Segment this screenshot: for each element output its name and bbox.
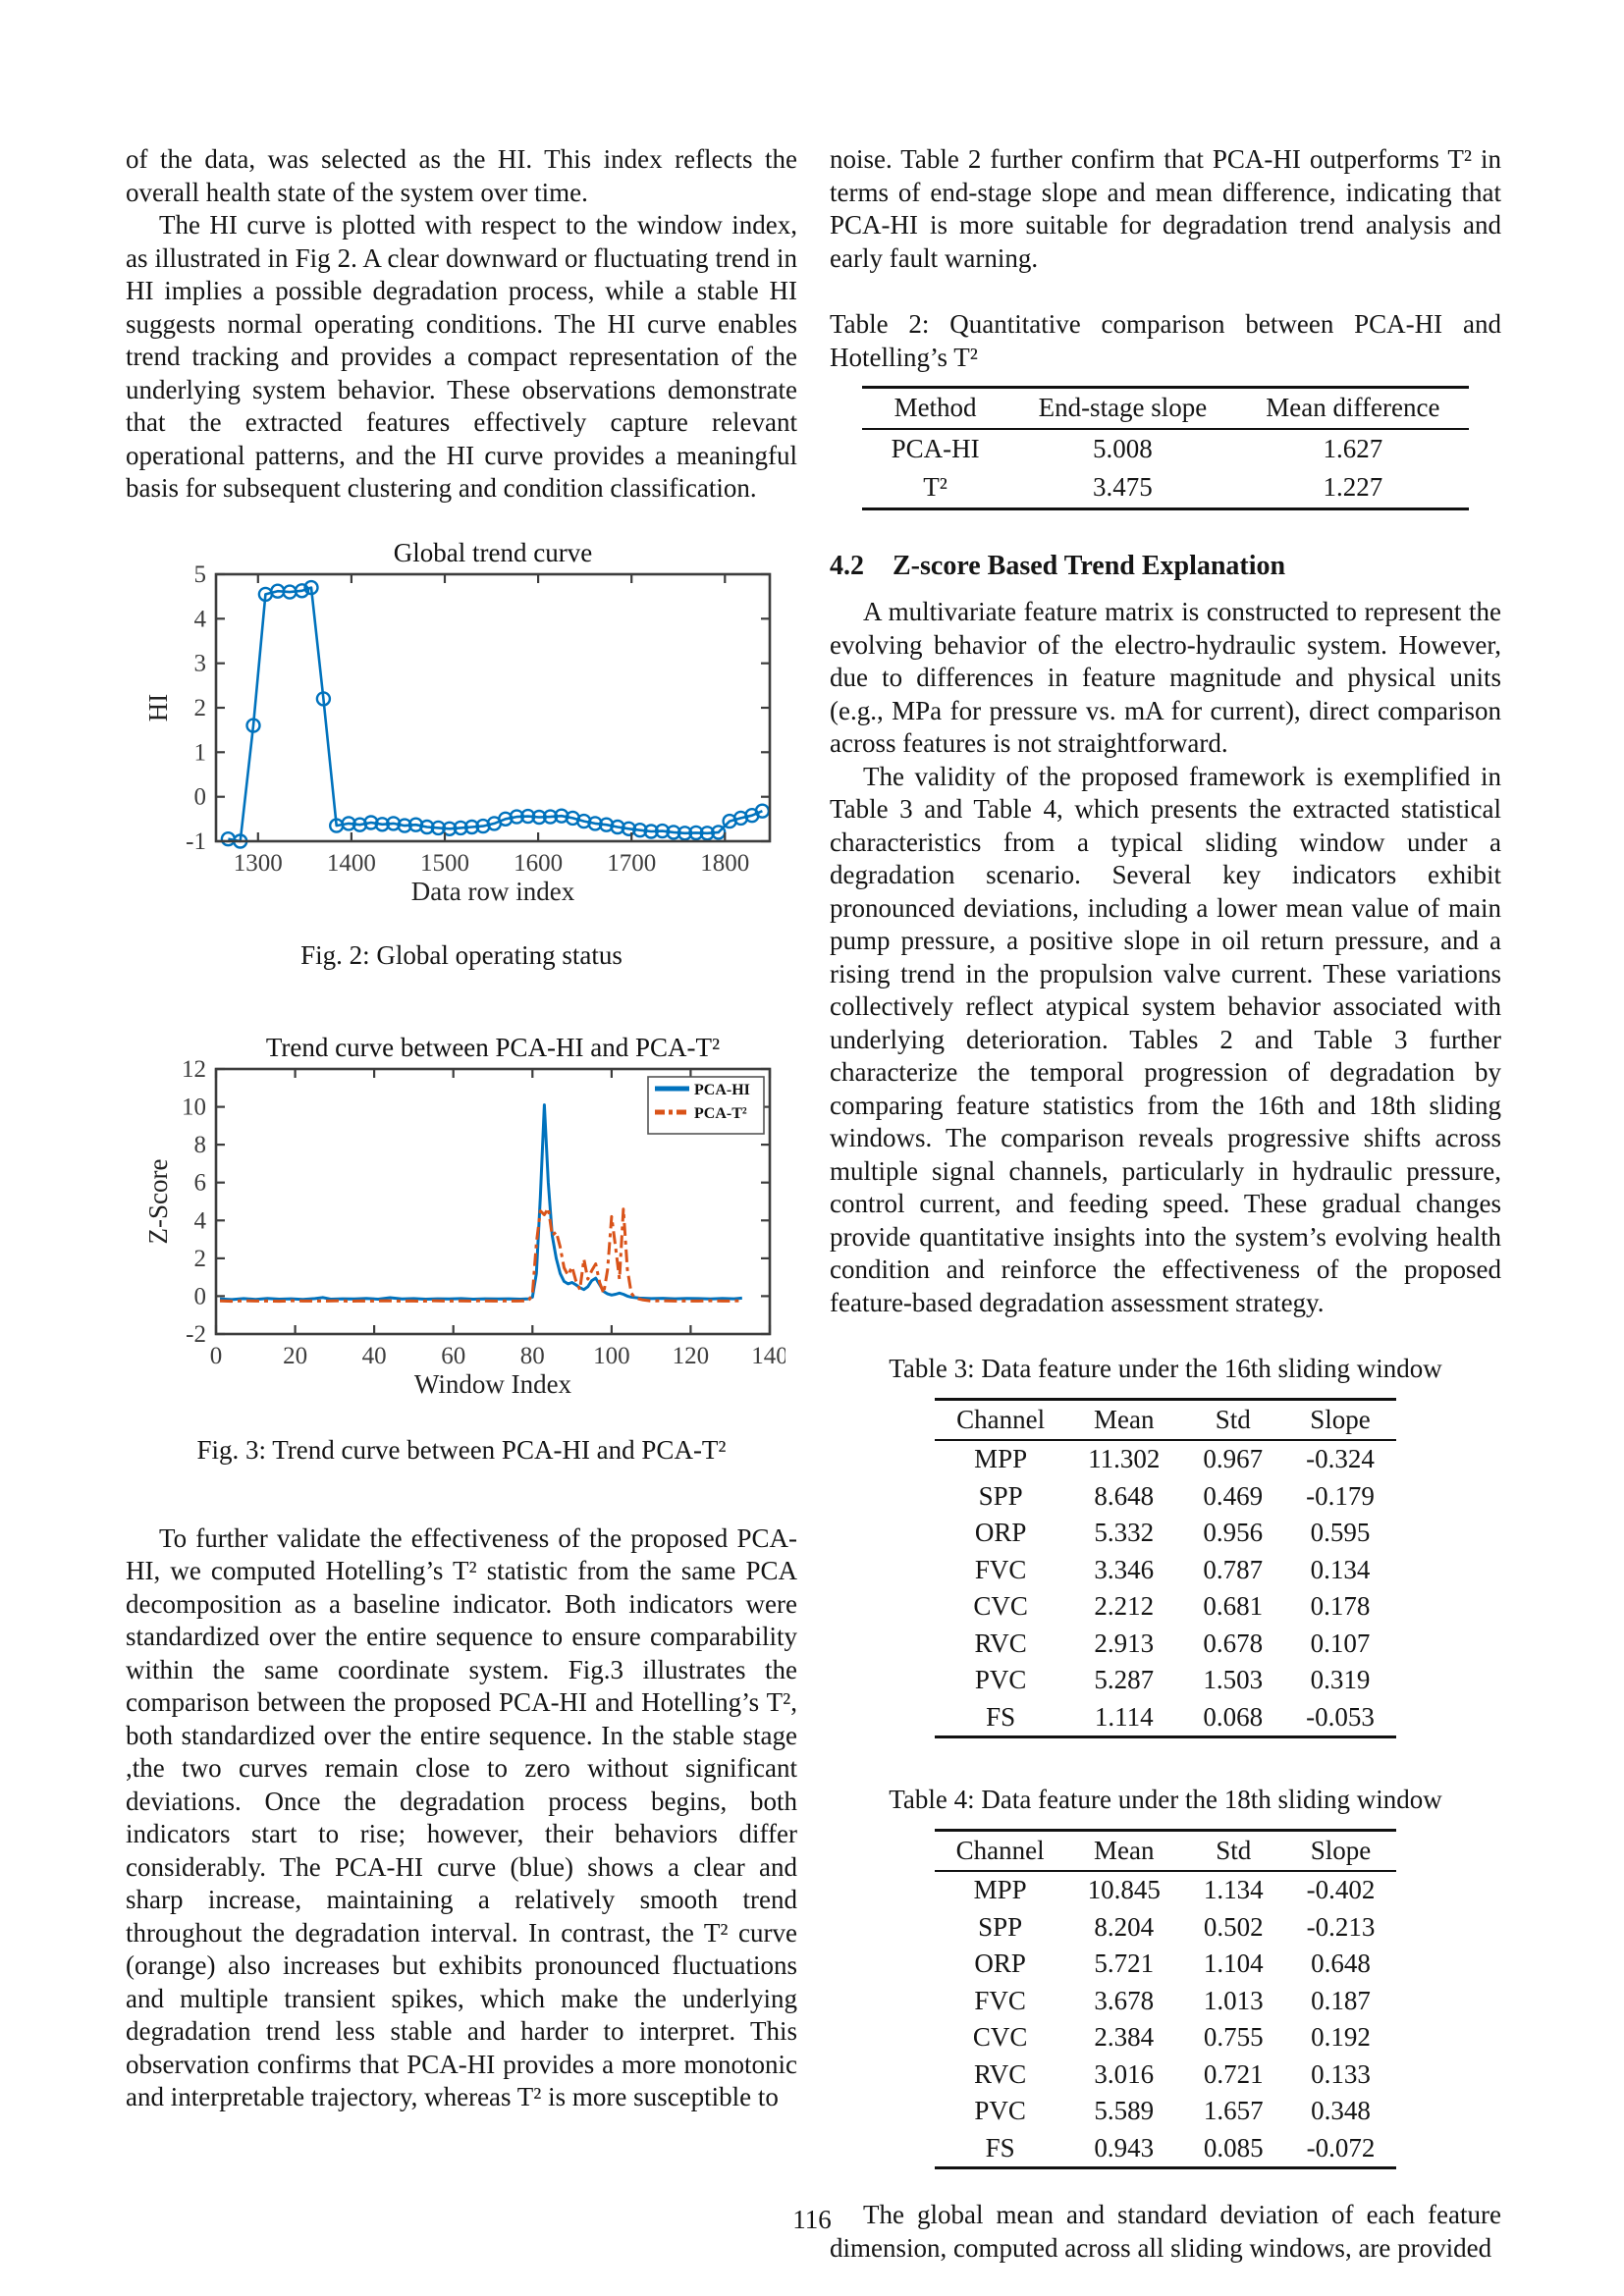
- table-row: [935, 1588, 1396, 1626]
- table-cell: 5.332: [1094, 1518, 1155, 1547]
- table-cell: 8.204: [1094, 1911, 1155, 1942]
- table-cell: 5.589: [1094, 2096, 1155, 2125]
- table-cell: 2.212: [1094, 1591, 1155, 1621]
- paragraph: A multivariate feature matrix is constructed to represent the evolving behavior of the electro-hydraulic system. However, due to differences in feature magnitude and physical units (e.g., MPa for pressure vs. mA for current), direct comparison across features is not straightforward.: [830, 597, 1501, 758]
- table-cell: 1.627: [1323, 433, 1383, 463]
- table-cell: 1.013: [1203, 1985, 1264, 2015]
- x-tick-label: 1500: [420, 849, 469, 877]
- column-header: Method: [862, 388, 1009, 429]
- table-header-row: [935, 1830, 1397, 1871]
- table-2: [862, 386, 1470, 510]
- table-cell: 0.595: [1310, 1518, 1371, 1547]
- y-tick-label: 0: [193, 783, 206, 811]
- figure-3-caption: Fig. 3: Trend curve between PCA-HI and PCA-T²: [196, 1435, 727, 1465]
- table-cell: CVC: [972, 2022, 1028, 2052]
- table-cell: 0.107: [1310, 1628, 1371, 1658]
- table-row: [935, 1552, 1396, 1589]
- y-tick-label: 12: [182, 1055, 206, 1083]
- x-tick-label: 1700: [607, 849, 657, 877]
- column-header: Std: [1181, 1399, 1284, 1440]
- y-tick-label: 3: [193, 650, 206, 677]
- table-cell: 5.008: [1093, 433, 1153, 463]
- table-cell: 3.678: [1094, 1985, 1155, 2015]
- table-3-caption: Table 3: Data feature under the 16th sliding window: [889, 1354, 1442, 1383]
- column-header: Slope: [1284, 1399, 1396, 1440]
- paragraph: The global mean and standard deviation of each feature dimension, computed across all sliding windows, are provided: [830, 2200, 1501, 2263]
- column-header: End-stage slope: [1009, 388, 1237, 429]
- table-cell: 3.475: [1093, 472, 1153, 502]
- table-cell: 0.943: [1094, 2132, 1155, 2163]
- x-tick-label: 60: [441, 1342, 466, 1369]
- table-4-caption: Table 4: Data feature under the 18th sliding window: [889, 1785, 1442, 1814]
- table-cell: 0.348: [1311, 2096, 1371, 2125]
- table-cell: CVC: [973, 1591, 1028, 1621]
- table-cell: -0.053: [1306, 1701, 1375, 1732]
- y-tick-label: 4: [193, 1206, 206, 1234]
- table-cell: FVC: [974, 1554, 1027, 1584]
- y-tick-label: 1: [193, 738, 206, 766]
- axes-frame: [216, 574, 770, 841]
- table-cell: 0.967: [1203, 1444, 1264, 1473]
- section-title: Z-score Based Trend Explanation: [893, 550, 1286, 581]
- table-cell: 0.648: [1311, 1949, 1371, 1978]
- paragraph: The HI curve is plotted with respect to the window index, as illustrated in Fig 2. A clear downward or fluctuating trend in HI implies a possible degradation process, while a stable HI suggests normal operating conditions. The HI curve enables trend tracking and provides a compact representation of the underlying system behavior. These observations demonstrate that the extracted features effectively capture relevant operational patterns, and the HI curve provides a meaningful basis for subsequent clustering and condition classification.: [126, 210, 797, 503]
- table-cell: 0.502: [1203, 1911, 1264, 1942]
- table-cell: 0.681: [1203, 1591, 1264, 1621]
- table-cell: 0.956: [1203, 1518, 1264, 1547]
- table-cell: ORP: [974, 1949, 1026, 1978]
- table-cell: -0.179: [1306, 1480, 1375, 1511]
- table-4: [935, 1829, 1397, 2170]
- table-cell: SPP: [978, 1911, 1023, 1942]
- x-tick-label: 140: [751, 1342, 785, 1369]
- table-row: [935, 2093, 1397, 2130]
- x-tick-label: 20: [283, 1342, 308, 1369]
- legend-label: PCA-T²: [694, 1104, 747, 1122]
- table-cell: 3.016: [1094, 2058, 1155, 2089]
- table-cell: 2.384: [1094, 2022, 1155, 2052]
- table-cell: 2.913: [1094, 1628, 1155, 1658]
- page-number: 116: [792, 2205, 832, 2234]
- table-row: [862, 468, 1470, 508]
- y-tick-label: 2: [193, 694, 206, 721]
- column-header: Mean difference: [1236, 388, 1469, 429]
- table-cell: 1.134: [1203, 1875, 1264, 1904]
- y-tick-label: 8: [193, 1131, 206, 1158]
- table-cell: FS: [986, 1701, 1016, 1732]
- table-row: [935, 1946, 1397, 1983]
- y-axis-label: Z-Score: [143, 1158, 173, 1244]
- column-header: Channel: [935, 1399, 1066, 1440]
- y-axis-label: HI: [143, 693, 173, 721]
- table-cell: 5.721: [1094, 1949, 1155, 1978]
- table-cell: RVC: [974, 1628, 1027, 1658]
- column-header: Std: [1182, 1830, 1285, 1871]
- y-tick-label: 4: [193, 605, 206, 632]
- table-cell: 0.469: [1203, 1480, 1264, 1511]
- table-cell: 0.755: [1203, 2022, 1264, 2052]
- table-cell: FVC: [974, 1985, 1026, 2015]
- table-row: [935, 1662, 1396, 1699]
- y-tick-label: 5: [193, 561, 206, 588]
- x-tick-label: 1800: [700, 849, 750, 877]
- table-row: [935, 1871, 1397, 1909]
- table-cell: 5.287: [1094, 1665, 1155, 1694]
- x-tick-label: 1600: [514, 849, 564, 877]
- column-header: Slope: [1285, 1830, 1397, 1871]
- table-header-row: [862, 388, 1470, 429]
- section-number: 4.2: [830, 550, 864, 581]
- x-axis-label: Data row index: [410, 876, 575, 906]
- table-row: [935, 1515, 1396, 1552]
- x-tick-label: 120: [672, 1342, 710, 1369]
- table-cell: 0.721: [1203, 2058, 1264, 2089]
- table-cell: 0.178: [1310, 1591, 1371, 1621]
- table-row: [935, 1909, 1397, 1947]
- y-tick-label: -1: [186, 828, 206, 855]
- table-cell: MPP: [973, 1875, 1027, 1904]
- table-cell: 10.845: [1087, 1875, 1161, 1904]
- table-cell: -0.324: [1306, 1444, 1375, 1473]
- chart-title: Trend curve between PCA-HI and PCA-T²: [265, 1032, 721, 1062]
- table-cell: 0.192: [1311, 2022, 1371, 2052]
- table-cell: 1.503: [1203, 1665, 1264, 1694]
- table-cell: 1.227: [1323, 472, 1383, 502]
- x-tick-label: 0: [209, 1342, 223, 1369]
- table-cell: PVC: [974, 2096, 1026, 2125]
- x-tick-label: 100: [593, 1342, 630, 1369]
- legend-label: PCA-HI: [694, 1081, 750, 1098]
- table-cell: -0.402: [1306, 1875, 1376, 1904]
- chart-title: Global trend curve: [393, 537, 593, 567]
- table-cell: 0.187: [1311, 1985, 1371, 2015]
- pca-hi-vs-pca-t2-chart: [137, 1024, 785, 1401]
- x-tick-label: 1300: [233, 849, 283, 877]
- table-cell: MPP: [974, 1444, 1028, 1473]
- x-tick-label: 1400: [326, 849, 376, 877]
- table-cell: 0.068: [1203, 1701, 1264, 1732]
- table-row: [935, 1699, 1396, 1737]
- table-cell: -0.072: [1306, 2132, 1376, 2163]
- y-tick-label: 10: [182, 1094, 206, 1121]
- section-heading-4-2: [830, 550, 1501, 583]
- paragraph: To further validate the effectiveness of the proposed PCA-HI, we computed Hotelling’s T² statistic from the same PCA decomposition as a baseline indicator. Both indicators were standardized over the entire sequence to ensure comparability within the same coordinate system. Fig.3 illustrates the comparison between the proposed PCA-HI and Hotelling’s T², both standardized over the entire sequence. In the stable stage ,the two curves remain close to zero without significant deviations. Once the degradation process begins, both indicators start to rise; however, their behaviors differ considerably. The PCA-HI curve (blue) shows a clear and sharp increase, maintaining a relatively smooth trend throughout the degradation interval. In contrast, the T² curve (orange) also increases but exhibits pronounced fluctuations and multiple transient spikes, which make the underlying degradation trend less stable and harder to interpret. This observation confirms that PCA-HI provides a more monotonic and interpretable trajectory, whereas T² is more susceptible to: [126, 1522, 797, 2111]
- y-tick-label: 2: [193, 1245, 206, 1272]
- table-cell: ORP: [974, 1518, 1027, 1547]
- paragraph: of the data, was selected as the HI. This index reflects the overall health state of the system over time.: [126, 144, 797, 207]
- paragraph: noise. Table 2 further confirm that PCA-HI outperforms T² in terms of end-stage slope and mean difference, indicating that PCA-HI is more suitable for degradation trend analysis and early fault warning.: [830, 144, 1501, 273]
- table-row: [935, 1440, 1396, 1478]
- table-2-caption: Table 2: Quantitative comparison between PCA-HI and Hotelling’s T²: [830, 309, 1501, 372]
- y-tick-label: 6: [193, 1169, 206, 1197]
- table-cell: 11.302: [1088, 1444, 1161, 1473]
- table-cell: 0.678: [1203, 1628, 1264, 1658]
- table-cell: -0.213: [1306, 1911, 1376, 1942]
- table-cell: SPP: [978, 1480, 1023, 1511]
- table-cell: 8.648: [1094, 1480, 1155, 1511]
- table-cell: 0.134: [1310, 1554, 1371, 1584]
- table-cell: PCA-HI: [891, 433, 980, 463]
- column-header: Mean: [1066, 1399, 1181, 1440]
- series-line-HI: [228, 587, 762, 840]
- column-header: Mean: [1066, 1830, 1182, 1871]
- table-header-row: [935, 1399, 1396, 1440]
- table-cell: 0.787: [1203, 1554, 1264, 1584]
- figure-2: [126, 533, 797, 915]
- table-cell: 0.133: [1311, 2058, 1371, 2089]
- table-row: [935, 2056, 1397, 2094]
- table-cell: 3.346: [1094, 1554, 1155, 1584]
- table-row: [935, 1983, 1397, 2020]
- figure-2-caption: Fig. 2: Global operating status: [300, 940, 623, 970]
- table-3: [935, 1398, 1396, 1739]
- table-row: [935, 1626, 1396, 1663]
- table-cell: 0.319: [1310, 1665, 1371, 1694]
- x-axis-label: Window Index: [413, 1368, 572, 1399]
- table-row: [935, 1478, 1396, 1516]
- y-tick-label: 0: [193, 1282, 206, 1309]
- x-tick-label: 40: [361, 1342, 387, 1369]
- table-cell: 1.114: [1094, 1701, 1154, 1732]
- y-tick-label: -2: [186, 1320, 206, 1348]
- table-cell: PVC: [974, 1665, 1027, 1694]
- table-row: [935, 2019, 1397, 2056]
- left-column: [126, 143, 797, 2114]
- table-cell: 1.657: [1203, 2096, 1264, 2125]
- column-header: Channel: [935, 1830, 1066, 1871]
- table-cell: FS: [985, 2132, 1015, 2163]
- x-tick-label: 80: [519, 1342, 545, 1369]
- figure-3: [126, 1024, 797, 1410]
- table-row: [935, 2130, 1397, 2168]
- global-trend-curve-chart: [137, 533, 785, 906]
- table-cell: RVC: [973, 2058, 1027, 2089]
- table-cell: T²: [923, 472, 947, 502]
- table-cell: 0.085: [1203, 2132, 1264, 2163]
- series-line-PCA-T²: [220, 1207, 742, 1301]
- paragraph: The validity of the proposed framework is exemplified in Table 3 and Table 4, which presents the extracted statistical characteristics from a typical sliding window under a degradation scenario. Several key indicators exhibit pronounced deviations, including a lower mean value of main pump pressure, a positive slope in oil return pressure, and a rising trend in the propulsion valve current. These variations collectively reflect atypical system behavior associated with underlying deterioration. Tables 2 and Table 3 further characterize the temporal progression of degradation by comparing feature statistics from the 16th and 18th sliding windows. The comparison reveals progressive shifts across multiple signal channels, particularly in hydraulic pressure, control current, and feeding speed. These gradual changes provide quantitative insights into the system’s evolving health condition and reinforce the effectiveness of the proposed feature-based degradation assessment strategy.: [830, 761, 1501, 1317]
- right-column: [830, 143, 1501, 2265]
- table-row: [862, 429, 1470, 469]
- table-cell: 1.104: [1203, 1949, 1264, 1978]
